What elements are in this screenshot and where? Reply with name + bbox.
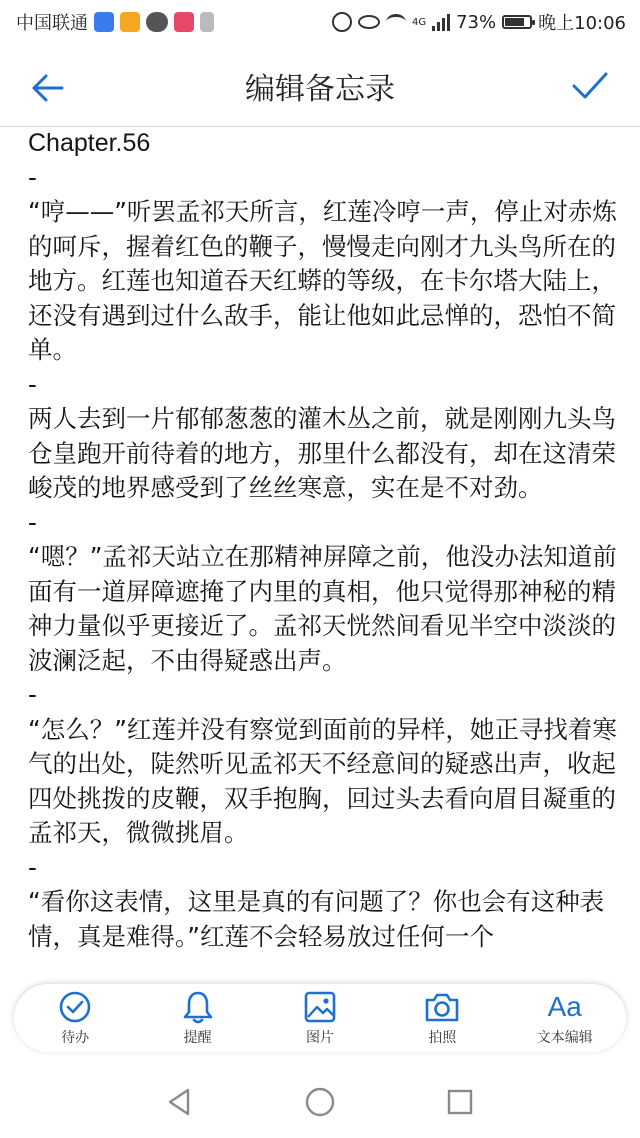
- hand-icon: [200, 12, 214, 32]
- todo-button[interactable]: [20, 989, 130, 1047]
- vibrate-icon: [332, 12, 352, 32]
- nav-back-icon[interactable]: [164, 1086, 196, 1118]
- top-app-bar: [0, 44, 640, 127]
- orange-app-icon: [120, 12, 140, 32]
- calendar-app-icon: [174, 12, 194, 32]
- camera-button[interactable]: [387, 989, 497, 1047]
- note-paragraph: 两人去到一片郁郁葱葱的灌木丛之前，就是刚刚九头鸟仓皇跑开前待着的地方，那里什么都没有，却在这清荣峻茂的地界感受到了丝丝寒意，实在是不对劲。: [28, 404, 616, 502]
- network-type: 4G: [411, 16, 427, 28]
- reminder-label: 提醒: [183, 1030, 212, 1046]
- lightning-app-icon: [94, 12, 114, 32]
- editor-toolbar: [14, 984, 626, 1052]
- text-format-icon: Aa: [547, 991, 582, 1022]
- text-format-button[interactable]: [510, 989, 620, 1047]
- clock: 晚上10:06: [538, 13, 626, 34]
- reminder-button[interactable]: [143, 989, 253, 1047]
- separator-line: -: [28, 680, 37, 709]
- chapter-heading: Chapter.56: [28, 129, 151, 157]
- note-paragraph: “哼——”听罢孟祁天所言，红莲冷哼一声，停止对赤炼的呵斥，握着红色的鞭子，慢慢走向刚才九头鸟所在的地方。红莲也知道吞天红蟒的等级，在卡尔塔大陆上，还没有遇到过什么敌手，能让他如此忌惮的，恐怕不简单。: [28, 197, 617, 364]
- wechat-icon: [146, 12, 168, 32]
- note-editor[interactable]: [28, 126, 618, 986]
- nav-home-icon[interactable]: [304, 1086, 336, 1118]
- save-check-icon[interactable]: [568, 64, 612, 108]
- battery-icon: [502, 15, 532, 29]
- todo-label: 待办: [61, 1030, 90, 1046]
- note-paragraph: “看你这表情，这里是真的有问题了？你也会有这种表情，真是难得。”红莲不会轻易放过任何一个: [28, 887, 605, 951]
- image-label: 图片: [305, 1030, 334, 1046]
- system-nav-bar: [0, 1066, 640, 1138]
- carrier-name: 中国联通: [16, 13, 88, 34]
- battery-percent: 73%: [456, 11, 497, 33]
- camera-icon: [422, 989, 462, 1025]
- nav-recents-icon[interactable]: [444, 1086, 476, 1118]
- camera-label: 拍照: [428, 1030, 457, 1046]
- wifi-icon: [386, 14, 406, 30]
- page-title: 编辑备忘录: [245, 72, 395, 107]
- note-paragraph: “嗯？”孟祁天站立在那精神屏障之前，他没办法知道前面有一道屏障遮掩了内里的真相，他只觉得那神秘的精神力量似乎更接近了。孟祁天恍然间看见半空中淡淡的波澜泛起，不由得疑惑出声。: [28, 542, 617, 675]
- status-bar: [0, 0, 640, 44]
- separator-line: -: [28, 162, 37, 192]
- todo-check-icon: [55, 989, 95, 1025]
- signal-icon: [432, 13, 450, 31]
- eye-icon: [358, 15, 380, 29]
- separator-line: -: [28, 369, 37, 399]
- bell-icon: [178, 989, 218, 1025]
- separator-line: -: [28, 507, 37, 537]
- image-button[interactable]: [265, 989, 375, 1047]
- separator-line: -: [28, 852, 37, 882]
- text-format-label: 文本编辑: [536, 1030, 593, 1046]
- image-icon: [300, 989, 340, 1025]
- note-paragraph: “怎么？”红莲并没有察觉到面前的异样，她正寻找着寒气的出处，陡然听见孟祁天不经意间的疑惑出声，收起四处挑拨的皮鞭，双手抱胸，回过头去看向眉目凝重的孟祁天，微微挑眉。: [28, 714, 617, 847]
